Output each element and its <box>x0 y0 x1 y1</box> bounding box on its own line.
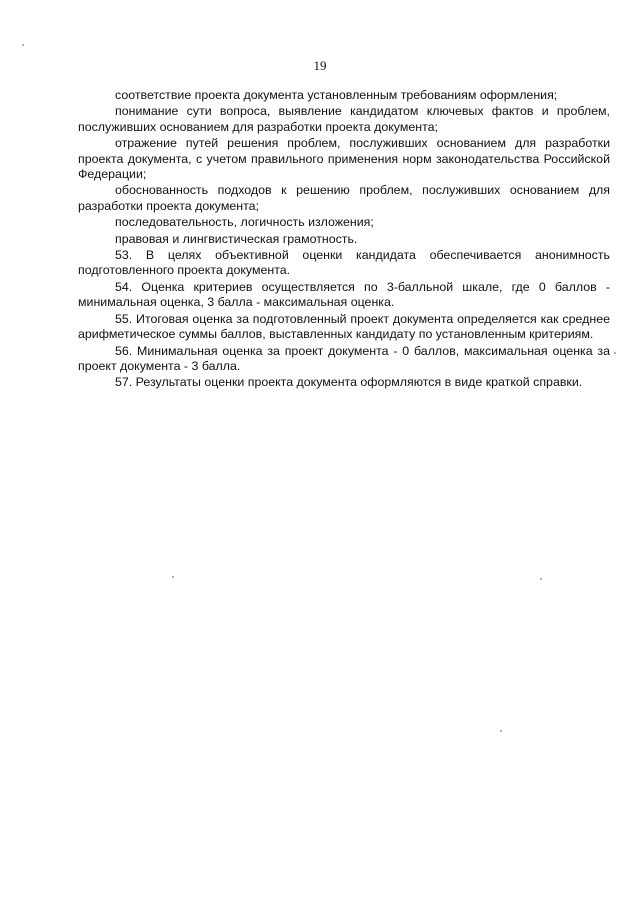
paragraph: последовательность, логичность изложения; <box>115 215 374 230</box>
paragraph: правовая и лингвистическая грамотность. <box>115 231 358 246</box>
scan-artifact <box>500 730 502 732</box>
paragraph-item-57: 57. Результаты оценки проекта документа оформляются в виде краткой справки. <box>115 375 583 390</box>
document-body <box>78 88 610 392</box>
paragraph-item-55: 55. Итоговая оценка за подготовленный проект документа определяется как среднее арифметическое суммы баллов, выставленных кандидату по установленным критериям. <box>78 311 610 342</box>
scan-artifact <box>614 352 616 354</box>
page-number: 19 <box>313 58 327 73</box>
paragraph: соответствие проекта документа установленным требованиям оформления; <box>115 88 558 102</box>
scan-artifact <box>172 576 174 578</box>
paragraph-item-56: 56. Минимальная оценка за проект документа - 0 баллов, максимальная оценка за проект документа - 3 балла. <box>78 343 610 373</box>
paragraph: обоснованность подходов к решению проблем, послуживших основанием для разработки проекта документа; <box>78 183 610 213</box>
paragraph-item-53: 53. В целях объективной оценки кандидата обеспечивается анонимность подготовленного проекта документа. <box>78 248 610 278</box>
paragraph: понимание сути вопроса, выявление кандидатом ключевых фактов и проблем, послуживших основанием для разработки проекта документа; <box>78 104 610 134</box>
scan-artifact <box>540 578 542 580</box>
scan-artifact <box>22 44 24 46</box>
paragraph: отражение путей решения проблем, послуживших основанием для разработки проекта документа, с учетом правильного применения норм законодательства Российской Федерации; <box>78 136 610 182</box>
paragraph-item-54: 54. Оценка критериев осуществляется по 3-балльной шкале, где 0 баллов - минимальная оценка, 3 балла - максимальная оценка. <box>78 279 610 310</box>
